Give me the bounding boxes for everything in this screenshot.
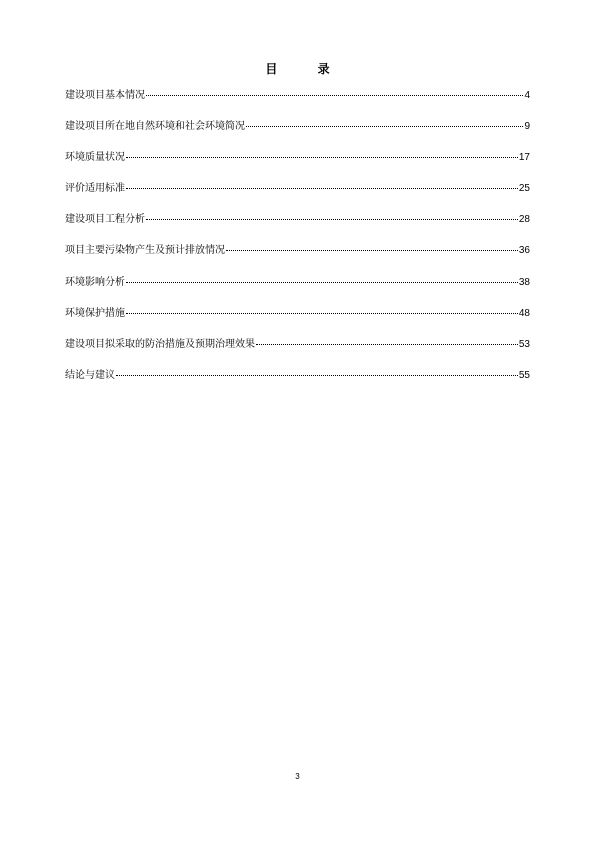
toc-entry-label: 建设项目工程分析 bbox=[65, 214, 145, 226]
toc-list bbox=[65, 90, 530, 401]
toc-entry[interactable] bbox=[65, 277, 530, 308]
toc-entry[interactable] bbox=[65, 308, 530, 339]
toc-entry-label: 项目主要污染物产生及预计排放情况 bbox=[65, 245, 225, 257]
toc-entry[interactable] bbox=[65, 183, 530, 214]
toc-entry-page: 53 bbox=[518, 338, 530, 350]
toc-dot-leader bbox=[226, 250, 518, 251]
toc-entry-label: 结论与建议 bbox=[65, 369, 115, 381]
toc-entry-label: 环境影响分析 bbox=[65, 276, 125, 288]
toc-title: 目 录 bbox=[265, 62, 348, 76]
page-number: 3 bbox=[295, 772, 300, 781]
toc-dot-leader bbox=[246, 126, 523, 127]
toc-entry-label: 环境保护措施 bbox=[65, 307, 125, 319]
toc-entry-label: 建设项目基本情况 bbox=[65, 90, 145, 101]
toc-entry[interactable] bbox=[65, 370, 530, 401]
toc-entry-label: 环境质量状况 bbox=[65, 152, 125, 164]
toc-entry[interactable] bbox=[65, 152, 530, 183]
toc-entry-page: 28 bbox=[518, 214, 530, 226]
toc-entry-page: 36 bbox=[518, 245, 530, 257]
toc-dot-leader bbox=[116, 375, 518, 376]
toc-dot-leader bbox=[126, 313, 518, 314]
toc-entry-label: 建设项目所在地自然环境和社会环境简况 bbox=[65, 121, 245, 133]
toc-entry[interactable] bbox=[65, 121, 530, 152]
toc-dot-leader bbox=[126, 188, 518, 189]
toc-entry-page: 38 bbox=[518, 276, 530, 288]
toc-entry[interactable] bbox=[65, 90, 530, 121]
toc-entry[interactable] bbox=[65, 339, 530, 370]
toc-dot-leader bbox=[256, 344, 518, 345]
toc-entry-label: 评价适用标准 bbox=[65, 183, 125, 195]
toc-entry-page: 48 bbox=[518, 307, 530, 319]
toc-entry-page: 4 bbox=[524, 90, 530, 101]
toc-dot-leader bbox=[126, 157, 518, 158]
toc-entry-label: 建设项目拟采取的防治措施及预期治理效果 bbox=[65, 338, 255, 350]
toc-entry-page: 25 bbox=[518, 183, 530, 195]
toc-dot-leader bbox=[146, 95, 523, 96]
toc-dot-leader bbox=[146, 219, 518, 220]
toc-entry-page: 9 bbox=[524, 121, 530, 133]
toc-entry-page: 17 bbox=[518, 152, 530, 164]
toc-entry-page: 55 bbox=[518, 369, 530, 381]
toc-entry[interactable] bbox=[65, 245, 530, 276]
toc-entry[interactable] bbox=[65, 214, 530, 245]
toc-dot-leader bbox=[126, 282, 518, 283]
